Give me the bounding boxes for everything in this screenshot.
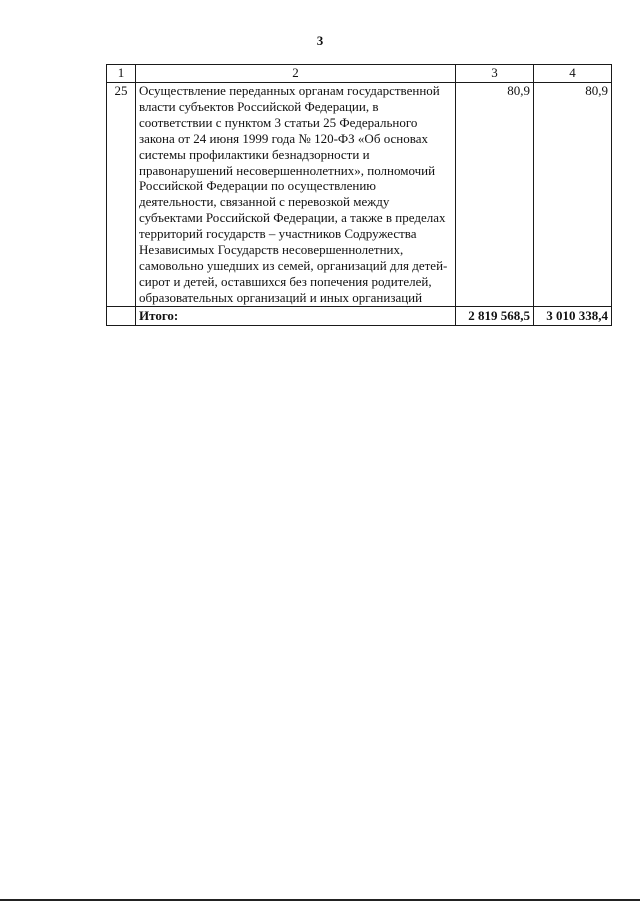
row-number: 25 xyxy=(107,83,136,307)
column-header-3: 3 xyxy=(456,65,534,83)
column-header-1: 1 xyxy=(107,65,136,83)
data-table xyxy=(106,64,612,326)
row-description: Осуществление переданных органам государственной власти субъектов Российской Федерации, в соответствии с пунктом 3 статьи 25 Федерального закона от 24 июня 1999 года № 120-ФЗ «Об основах системы профилактики безнадзорности и правонарушений несовершеннолетних», полномочий Российской Федерации по осуществлению деятельности, связанной с перевозкой между субъектами Российской Федерации, а также в пределах территорий государств – участников Содружества Независимых Государств несовершеннолетних, самовольно ушедших из семей, организаций для детей-сирот и детей, оставшихся без попечения родителей, образовательных организаций и иных организаций xyxy=(136,83,456,307)
column-header-4: 4 xyxy=(534,65,612,83)
column-header-2: 2 xyxy=(136,65,456,83)
page-number: 3 xyxy=(316,33,324,48)
total-empty-cell xyxy=(107,306,136,325)
table-row xyxy=(107,83,612,307)
total-value-col4: 3 010 338,4 xyxy=(534,306,612,325)
table-header-row xyxy=(107,65,612,83)
row-value-col3: 80,9 xyxy=(456,83,534,307)
row-value-col4: 80,9 xyxy=(534,83,612,307)
total-label: Итого: xyxy=(136,306,456,325)
total-row xyxy=(107,306,612,325)
scan-edge-line xyxy=(0,899,640,901)
total-value-col3: 2 819 568,5 xyxy=(456,306,534,325)
